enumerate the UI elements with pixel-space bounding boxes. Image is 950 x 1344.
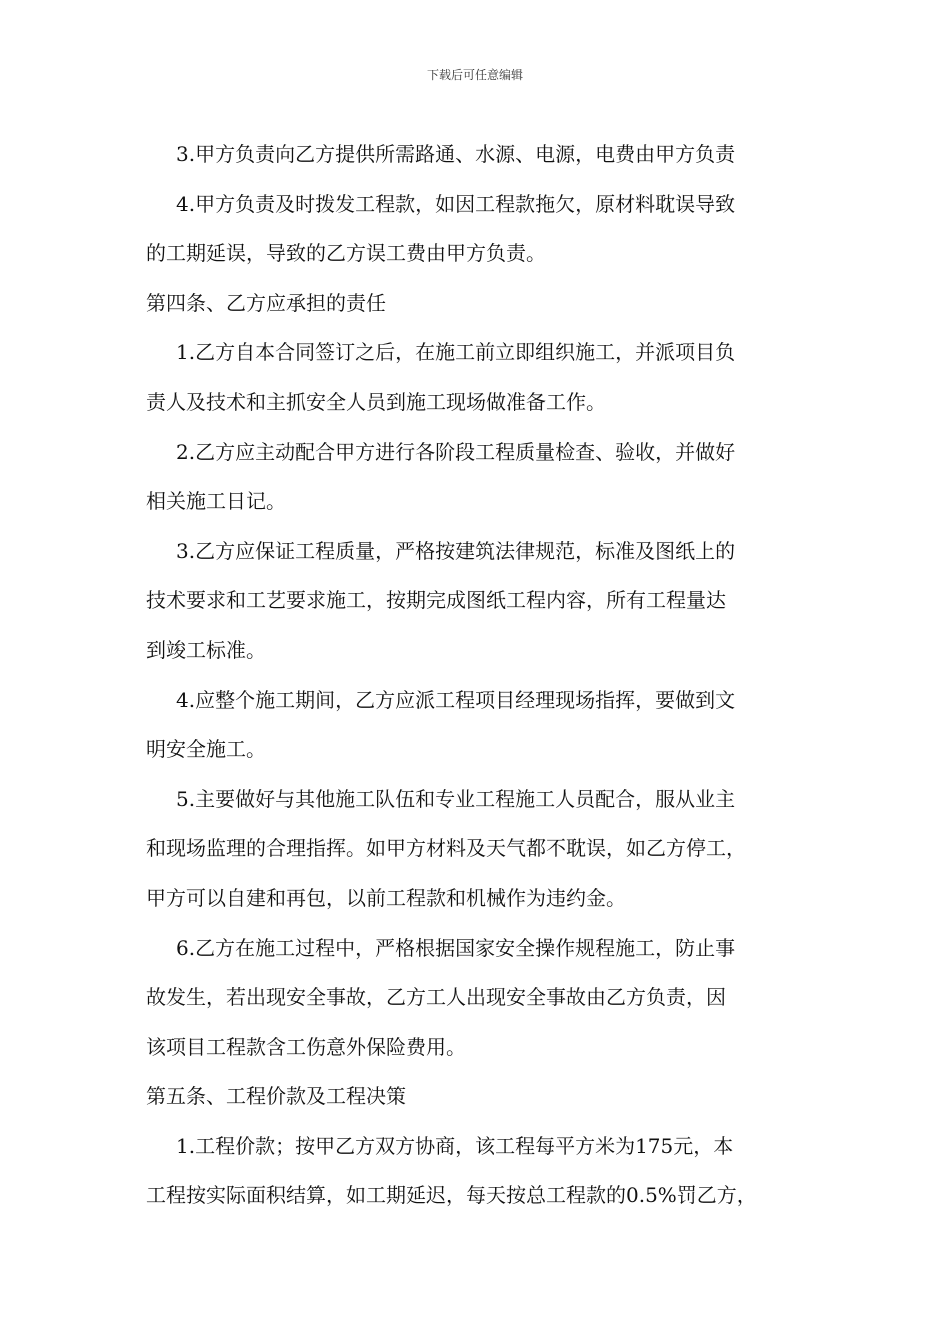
paragraph-line: 甲方可以自建和再包，以前工程款和机械作为违约金。 <box>146 885 626 910</box>
paragraph-line: 到竣工标准。 <box>146 637 266 662</box>
paragraph-line: 的工期延误，导致的乙方误工费由甲方负责。 <box>146 241 546 266</box>
paragraph-line: 技术要求和工艺要求施工，按期完成图纸工程内容，所有工程量达 <box>146 588 726 613</box>
paragraph-line: 1.工程价款；按甲乙方双方协商，该工程每平方米为175元，本 <box>176 1133 734 1158</box>
paragraph-line: 3.乙方应保证工程质量，严格按建筑法律规范，标准及图纸上的 <box>176 538 736 563</box>
paragraph-line: 1.乙方自本合同签订之后，在施工前立即组织施工，并派项目负 <box>176 340 736 365</box>
paragraph-line: 5.主要做好与其他施工队伍和专业工程施工人员配合，服从业主 <box>176 786 736 811</box>
paragraph-line: 6.乙方在施工过程中，严格根据国家安全操作规程施工，防止事 <box>176 935 736 960</box>
paragraph-line: 3.甲方负责向乙方提供所需路通、水源、电源，电费由甲方负责 <box>176 142 736 166</box>
paragraph-line: 相关施工日记。 <box>146 489 286 514</box>
paragraph-line: 明安全施工。 <box>146 737 266 762</box>
section-heading: 第四条、乙方应承担的责任 <box>146 290 386 315</box>
paragraph-line: 2.乙方应主动配合甲方进行各阶段工程质量检查、验收，并做好 <box>176 439 736 464</box>
paragraph-line: 4.应整个施工期间，乙方应派工程项目经理现场指挥，要做到文 <box>176 687 736 712</box>
paragraph-line: 该项目工程款含工伤意外保险费用。 <box>146 1034 466 1059</box>
document-body <box>146 130 806 1221</box>
paragraph-line: 故发生，若出现安全事故，乙方工人出现安全事故由乙方负责，因 <box>146 985 726 1010</box>
header-note: 下载后可任意编辑 <box>426 68 523 82</box>
paragraph-line: 责人及技术和主抓安全人员到施工现场做准备工作。 <box>146 389 606 414</box>
paragraph-line: 4.甲方负责及时拨发工程款，如因工程款拖欠，原材料耽误导致 <box>176 191 736 216</box>
paragraph-line: 和现场监理的合理指挥。如甲方材料及天气都不耽误，如乙方停工， <box>146 836 746 861</box>
paragraph-line: 工程按实际面积结算，如工期延迟，每天按总工程款的0.5%罚乙方， <box>146 1183 757 1208</box>
section-heading: 第五条、工程价款及工程决策 <box>146 1084 406 1109</box>
